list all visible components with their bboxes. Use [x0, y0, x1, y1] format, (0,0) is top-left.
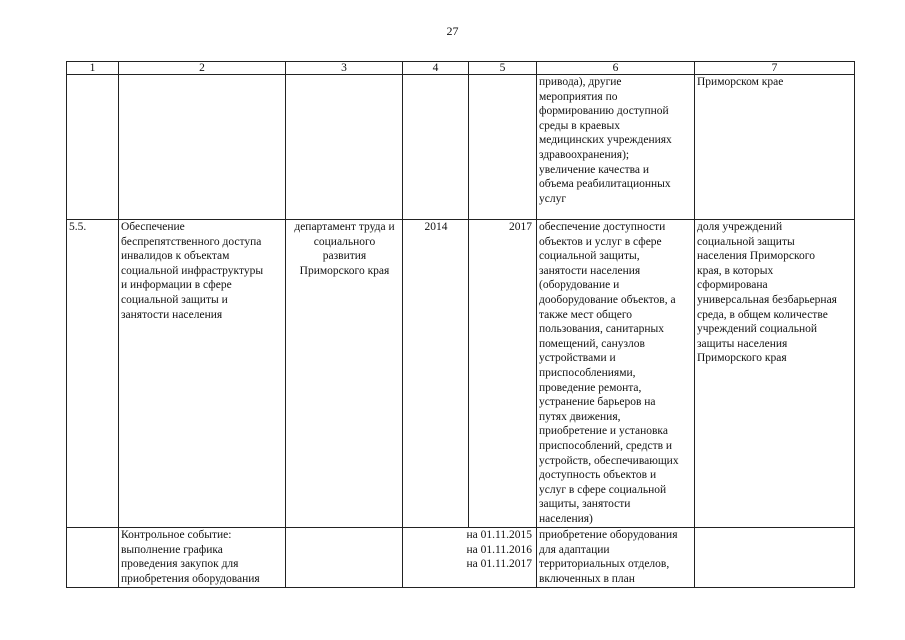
indicator-cell: Приморском крае: [695, 75, 855, 220]
program-activities-table: [66, 61, 855, 588]
header-cell-5: 5: [469, 62, 537, 75]
activity-name-cell: [119, 75, 286, 220]
result-cell: обеспечение доступности объектов и услуг в сфере социальной защиты, занятости населения (оборудование и дооборудование объектов, а также мест общего пользования, санитарных помещений, санузлов устройствами и приспособлениями, проведение ремонта, устранение барьеров на путях движения, приобретение и установка приспособлений, средств и устройств, обеспечивающих доступность объектов и услуг в сфере социальной защиты, занятости населения): [537, 220, 695, 528]
activity-name-cell: Контрольное событие: выполнение графика проведения закупок для приобретения оборудования: [119, 528, 286, 588]
page-number: 27: [446, 24, 459, 38]
table-row: [67, 528, 855, 588]
executor-cell: [286, 75, 403, 220]
table-row: [67, 75, 855, 220]
table-row: [67, 220, 855, 528]
control-dates-cell: на 01.11.2015 на 01.11.2016 на 01.11.2017: [403, 528, 537, 588]
result-cell: приобретение оборудования для адаптации территориальных отделов, включенных в план: [537, 528, 695, 588]
executor-cell: департамент труда и социального развития Приморского края: [286, 220, 403, 528]
row-number-cell: [67, 75, 119, 220]
row-number-cell: 5.5.: [67, 220, 119, 528]
end-year-cell: 2017: [469, 220, 537, 528]
row-number-cell: [67, 528, 119, 588]
header-cell-1: 1: [67, 62, 119, 75]
header-cell-2: 2: [119, 62, 286, 75]
start-year-cell: 2014: [403, 220, 469, 528]
end-year-cell: [469, 75, 537, 220]
header-cell-6: 6: [537, 62, 695, 75]
result-cell: привода), другие мероприятия по формированию доступной среды в краевых медицинских учреждениях здравоохранения); увеличение качества и объема реабилитационных услуг: [537, 75, 695, 220]
indicator-cell: [695, 528, 855, 588]
header-cell-7: 7: [695, 62, 855, 75]
start-year-cell: [403, 75, 469, 220]
header-row: [67, 62, 855, 75]
header-cell-3: 3: [286, 62, 403, 75]
indicator-cell: доля учреждений социальной защиты населения Приморского края, в которых сформирована универсальная безбарьерная среда, в общем количестве учреждений социальной защиты населения Приморского края: [695, 220, 855, 528]
header-cell-4: 4: [403, 62, 469, 75]
activity-name-cell: Обеспечение беспрепятственного доступа инвалидов к объектам социальной инфраструктуры и информации в сфере социальной защиты и занятости населения: [119, 220, 286, 528]
executor-cell: [286, 528, 403, 588]
